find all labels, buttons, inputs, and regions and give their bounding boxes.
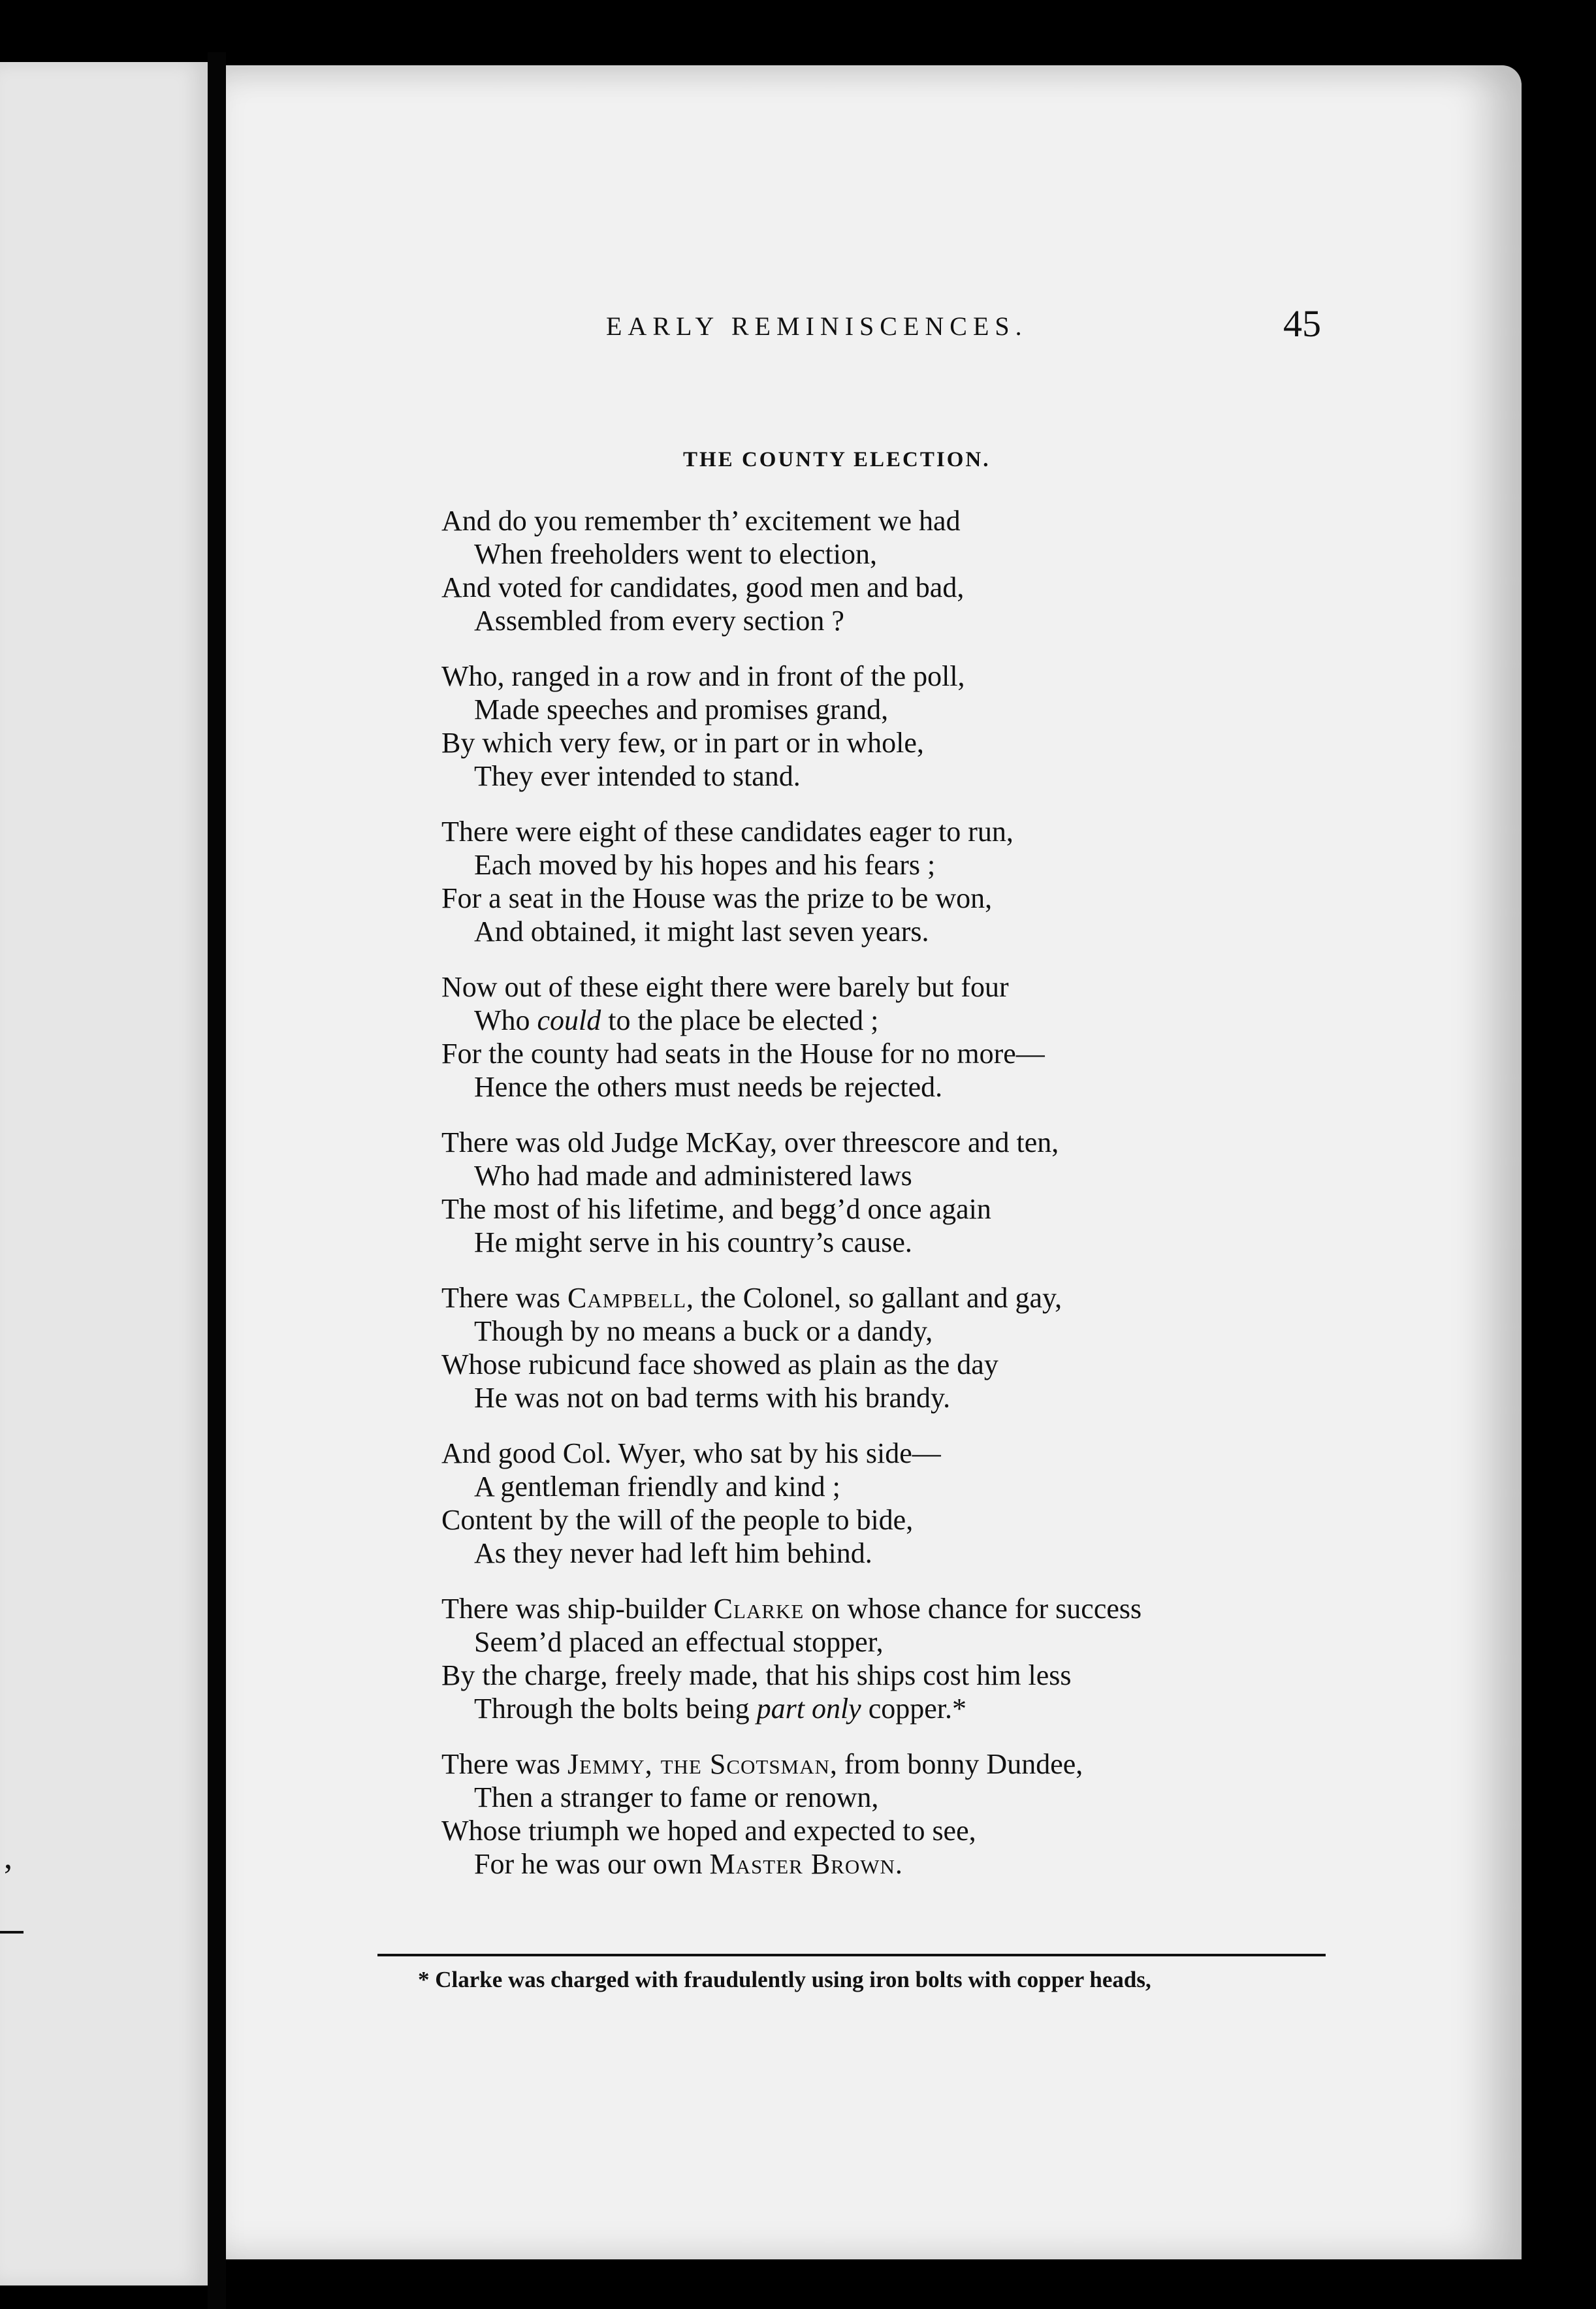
poem-line [441, 1004, 1310, 1037]
line-text: copper.* [861, 1693, 967, 1725]
line-text: There was [441, 1282, 568, 1314]
small-caps-name: Jemmy, the Scotsman [567, 1748, 830, 1780]
poem-line: Content by the will of the people to bide, [441, 1504, 914, 1536]
poem-line: For a seat in the House was the prize to be won, [441, 882, 993, 914]
poem-line: Hence the others must needs be rejected. [474, 1071, 943, 1103]
stanza-1 [441, 504, 1310, 637]
poem-line [441, 1747, 1310, 1781]
facing-page-edge [0, 62, 208, 2285]
poem-line: Whose triumph we hoped and expected to see, [441, 1815, 976, 1847]
line-text: , the Colonel, so gallant and gay, [686, 1282, 1062, 1314]
poem-line [441, 1281, 1310, 1314]
line-text: Who [474, 1004, 537, 1036]
line-text: There was ship-builder [441, 1593, 714, 1625]
poem-line: A gentleman friendly and kind ; [474, 1471, 840, 1503]
poem-line: They ever intended to stand. [474, 760, 801, 792]
facing-page-comma-mark: , [4, 1839, 12, 1876]
stanza-9 [441, 1747, 1310, 1881]
line-text: , from bonny Dundee, [829, 1748, 1083, 1780]
stanza-2 [441, 660, 1310, 793]
small-caps-name: Master Brown [709, 1848, 895, 1880]
stanza-3 [441, 815, 1310, 948]
poem-line: Who, ranged in a row and in front of the poll, [441, 660, 965, 692]
poem-line: For the county had seats in the House for no more— [441, 1038, 1045, 1070]
small-caps-name: Clarke [713, 1593, 805, 1625]
stanza-8 [441, 1592, 1310, 1725]
poem-title: THE COUNTY ELECTION. [683, 448, 991, 471]
poem-line: And good Col. Wyer, who sat by his side— [441, 1437, 941, 1469]
poem-line: And obtained, it might last seven years. [474, 916, 929, 947]
poem-line: Assembled from every section ? [474, 605, 844, 637]
stanza-7 [441, 1437, 1310, 1570]
book-gutter [208, 52, 226, 2309]
poem-line: And do you remember th’ excitement we had [441, 505, 961, 537]
small-caps-name: Campbell [567, 1282, 687, 1314]
poem-line: Though by no means a buck or a dandy, [474, 1315, 933, 1347]
poem-line: There was old Judge McKay, over threescore and ten, [441, 1126, 1059, 1158]
poem-line [441, 1847, 1310, 1881]
poem-line: Whose rubicund face showed as plain as the day [441, 1348, 998, 1380]
poem-line [441, 1692, 1310, 1725]
running-header: EARLY REMINISCENCES. [606, 311, 1028, 341]
poem-line: Now out of these eight there were barely but four [441, 971, 1009, 1003]
poem-line: Who had made and administered laws [474, 1160, 912, 1192]
poem-body [441, 504, 1310, 1903]
poem-line: The most of his lifetime, and begg’d once again [441, 1193, 991, 1225]
poem-line: There were eight of these candidates eager to run, [441, 816, 1013, 848]
line-text: on whose chance for success [804, 1593, 1142, 1625]
line-text: For he was our own [474, 1848, 710, 1880]
poem-line: Made speeches and promises grand, [474, 693, 889, 725]
footnote-rule [377, 1954, 1326, 1956]
facing-page-rule [0, 1931, 24, 1934]
poem-line: He was not on bad terms with his brandy. [474, 1382, 951, 1414]
poem-line: As they never had left him behind. [474, 1537, 872, 1569]
poem-line: Each moved by his hopes and his fears ; [474, 849, 936, 881]
poem-line: By the charge, freely made, that his ships cost him less [441, 1659, 1072, 1691]
poem-line: When freeholders went to election, [474, 538, 877, 570]
stanza-5 [441, 1126, 1310, 1259]
line-text: to the place be elected ; [601, 1004, 879, 1036]
line-text: There was [441, 1748, 568, 1780]
italic-emphasis: part only [756, 1693, 861, 1725]
line-text: . [895, 1848, 902, 1880]
page-number: 45 [1283, 302, 1321, 345]
poem-line: And voted for candidates, good men and bad, [441, 571, 965, 603]
poem-line [441, 1592, 1310, 1625]
poem-line: He might serve in his country’s cause. [474, 1226, 912, 1258]
poem-line: Seem’d placed an effectual stopper, [474, 1626, 884, 1658]
footnote: * Clarke was charged with fraudulently using iron bolts with copper heads, [418, 1967, 1151, 1992]
poem-line: By which very few, or in part or in whole, [441, 727, 924, 759]
poem-line: Then a stranger to fame or renown, [474, 1781, 879, 1813]
line-text: Through the bolts being [474, 1693, 757, 1725]
stanza-6 [441, 1281, 1310, 1414]
stanza-4 [441, 970, 1310, 1104]
italic-emphasis: could [537, 1004, 601, 1036]
